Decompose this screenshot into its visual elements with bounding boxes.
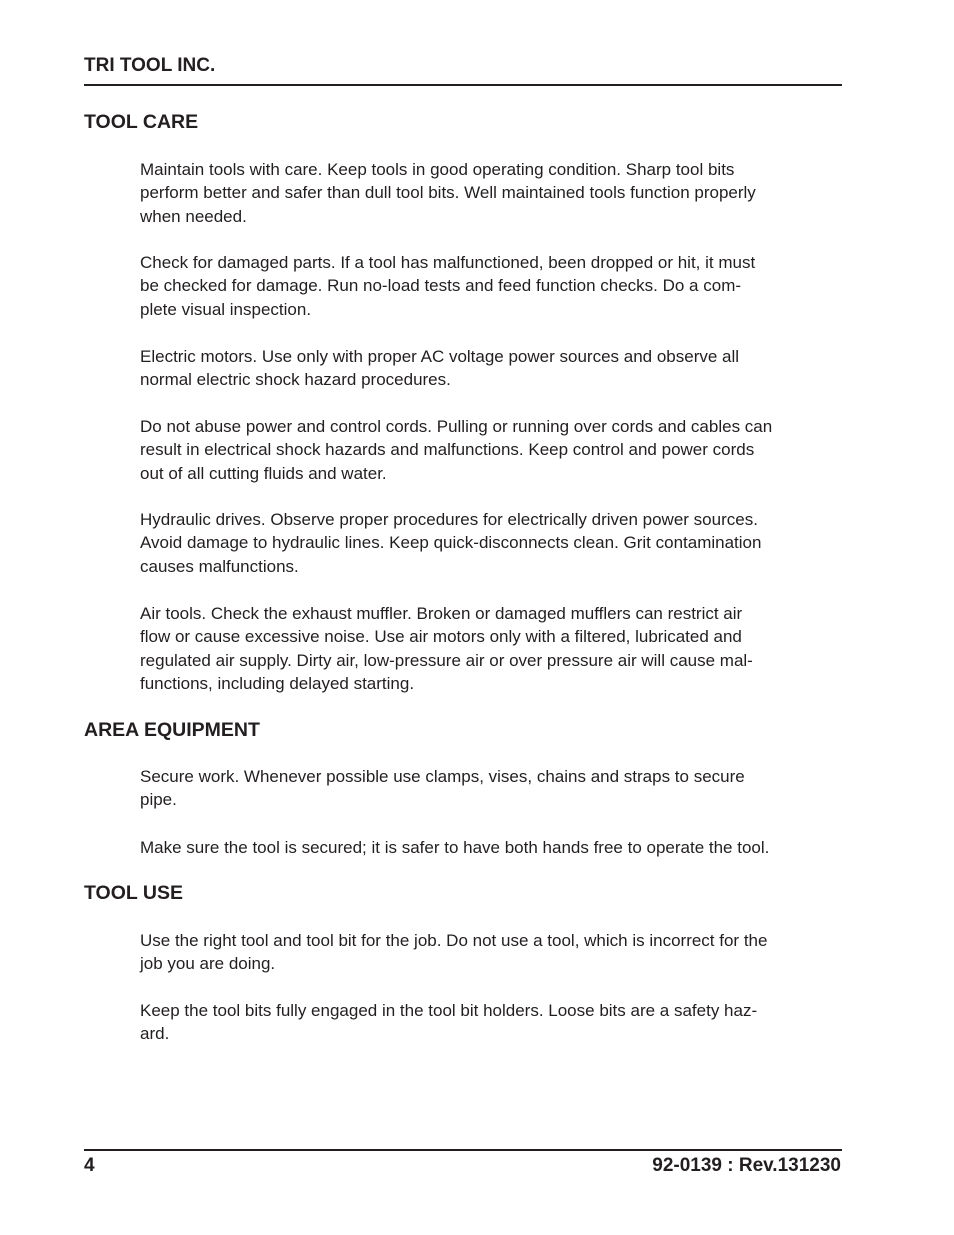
section-heading-tool-use: TOOL USE (84, 882, 183, 904)
paragraph-maintain-tools (140, 158, 852, 228)
paragraph-line: flow or cause excessive noise. Use air motors only with a filtered, lubricated and (140, 627, 742, 647)
paragraph-line: be checked for damage. Run no-load tests and feed function checks. Do a com- (140, 276, 742, 296)
paragraph-tool-secured (140, 836, 852, 859)
paragraph-line: pipe. (140, 790, 177, 810)
paragraph-line: Keep the tool bits fully engaged in the tool bit holders. Loose bits are a safety haz- (140, 1001, 758, 1020)
paragraph-line: Electric motors. Use only with proper AC voltage power sources and observe all (140, 347, 740, 366)
footer-rule (84, 1149, 842, 1151)
section-heading-area-equipment: AREA EQUIPMENT (84, 719, 260, 741)
paragraph-line: Maintain tools with care. Keep tools in good operating condition. Sharp tool bits (140, 160, 735, 179)
paragraph-line: ard. (140, 1024, 170, 1044)
paragraph-line: regulated air supply. Dirty air, low-pressure air or over pressure air will cause mal- (140, 650, 753, 670)
header-rule (84, 84, 842, 86)
paragraph-line: out of all cutting fluids and water. (140, 463, 387, 483)
paragraph-line: causes malfunctions. (140, 556, 299, 576)
paragraph-line: functions, including delayed starting. (140, 673, 415, 693)
paragraph-electric-motors (140, 345, 852, 392)
section-heading-tool-care: TOOL CARE (84, 111, 199, 133)
paragraph-line: Use the right tool and tool bit for the job. Do not use a tool, which is incorrect for the (140, 931, 768, 950)
paragraph-line: Check for damaged parts. If a tool has malfunctioned, been dropped or hit, it must (140, 253, 756, 272)
paragraph-line: Secure work. Whenever possible use clamps, vises, chains and straps to secure (140, 767, 745, 786)
paragraph-power-cords (140, 415, 852, 485)
paragraph-hydraulic-drives (140, 508, 852, 578)
paragraph-damaged-parts (140, 251, 852, 321)
paragraph-line: job you are doing. (140, 954, 276, 974)
document-revision: 92-0139 : Rev.131230 (652, 1155, 841, 1176)
paragraph-line: normal electric shock hazard procedures. (140, 370, 451, 390)
paragraph-line: Do not abuse power and control cords. Pulling or running over cords and cables can (140, 417, 773, 436)
paragraph-air-tools (140, 602, 852, 695)
paragraph-line: Make sure the tool is secured; it is safer to have both hands free to operate the tool. (140, 838, 770, 857)
paragraph-line: plete visual inspection. (140, 299, 312, 319)
page-number: 4 (84, 1155, 95, 1176)
paragraph-line: Hydraulic drives. Observe proper procedures for electrically driven power sources. (140, 510, 758, 529)
paragraph-tool-bits (140, 999, 852, 1046)
paragraph-line: when needed. (140, 206, 247, 226)
paragraph-line: Avoid damage to hydraulic lines. Keep quick-disconnects clean. Grit contamination (140, 533, 762, 553)
paragraph-line: perform better and safer than dull tool bits. Well maintained tools function properly (140, 183, 756, 203)
paragraph-right-tool (140, 929, 852, 976)
paragraph-line: result in electrical shock hazards and malfunctions. Keep control and power cords (140, 440, 755, 460)
company-name: TRI TOOL INC. (84, 55, 216, 76)
paragraph-line: Air tools. Check the exhaust muffler. Broken or damaged mufflers can restrict air (140, 604, 743, 623)
paragraph-secure-work (140, 765, 852, 812)
